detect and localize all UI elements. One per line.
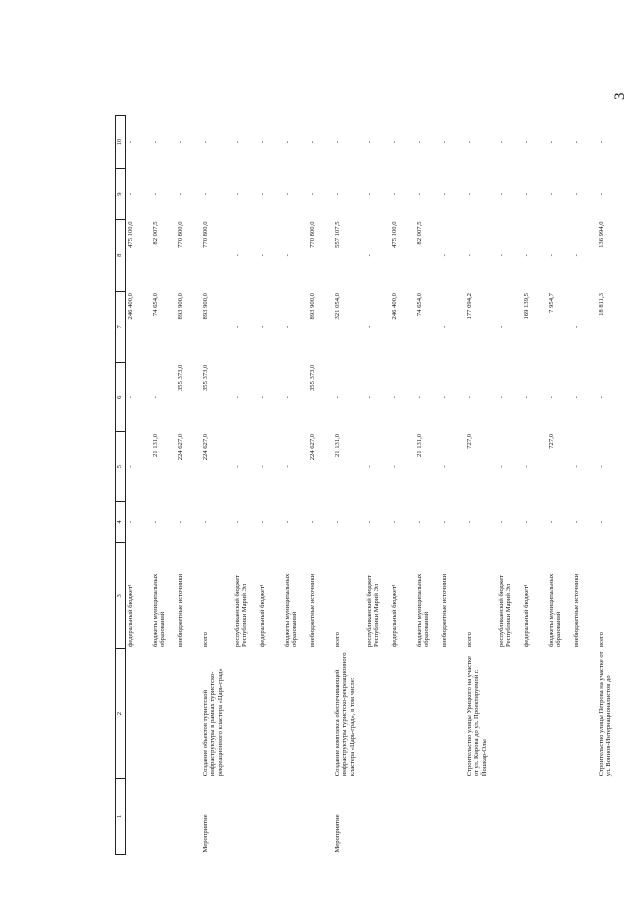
col8-value-cell: 82 007,5: [151, 221, 159, 245]
col9-value-cell: -: [176, 192, 184, 196]
col5-value-cell: -: [127, 465, 134, 468]
funding-source-cell: внебюджетные источники: [440, 573, 448, 647]
col9-value-cell: -: [390, 192, 398, 196]
col6-value-cell: -: [415, 396, 423, 399]
col9-value-cell: -: [233, 192, 241, 196]
col4-value-cell: -: [233, 520, 241, 524]
col5-value-cell: 21 131,0: [333, 433, 341, 457]
col8-value-cell: 770 800,0: [308, 221, 316, 248]
col10-value-cell: -: [258, 141, 266, 144]
funding-source-cell: всего: [597, 632, 605, 647]
col7-value-cell: -: [440, 325, 448, 328]
col6-value-cell: -: [283, 396, 291, 399]
col9-value-cell: -: [547, 192, 555, 196]
description-cell: Создание объектов туристской инфраструктуры в рамках туристско-рекреационного кластера «Царь-град»: [201, 668, 224, 777]
row-type-cell: [465, 778, 497, 854]
col10-value-cell: -: [308, 141, 316, 144]
funding-source-cell: бюджеты муниципальных образований: [151, 573, 167, 647]
row-type-cell: [415, 778, 440, 854]
col10-value-cell: -: [440, 141, 448, 144]
funding-source-cell: бюджеты муниципальных образований: [283, 573, 299, 647]
col9-value-cell: -: [597, 192, 605, 196]
col4-value-cell: -: [465, 520, 473, 524]
column-header: 2: [116, 649, 126, 778]
table-row: [497, 116, 522, 855]
col7-value-cell: -: [572, 325, 580, 328]
table-row: [572, 116, 597, 855]
table-row: [176, 116, 201, 855]
col7-value-cell: 177 094,2: [465, 293, 473, 320]
col7-value-cell: 169 139,5: [522, 293, 530, 320]
col4-value-cell: -: [390, 520, 398, 524]
col4-value-cell: -: [415, 520, 423, 524]
row-type-cell: [176, 778, 201, 854]
funding-source-cell: внебюджетные источники: [176, 573, 184, 647]
table-row: [522, 116, 547, 855]
col4-value-cell: -: [333, 520, 341, 524]
table-row: [390, 116, 415, 855]
description-cell: [365, 649, 390, 778]
col8-value-cell: 82 007,5: [415, 221, 423, 245]
funding-source-cell: всего: [333, 632, 341, 647]
col4-value-cell: -: [258, 520, 266, 524]
description-cell: [126, 649, 151, 778]
col4-value-cell: -: [365, 520, 373, 524]
col6-value-cell: -: [365, 396, 373, 399]
funding-source-cell: республиканский бюджет Республики Марий Эл: [233, 574, 249, 647]
col4-value-cell: -: [127, 520, 134, 524]
table-row: [258, 116, 283, 855]
col5-value-cell: -: [233, 465, 241, 468]
col8-value-cell: -: [572, 254, 580, 257]
description-cell: Строительство улицы Петрова на участке от ул. Воинов-Интернационалистов до: [597, 651, 613, 777]
col10-value-cell: -: [365, 141, 373, 144]
row-type-cell: [365, 778, 390, 854]
col6-value-cell: -: [127, 396, 134, 399]
row-type-cell: [497, 778, 522, 854]
col4-value-cell: -: [522, 520, 530, 524]
col8-value-cell: -: [522, 254, 530, 257]
rotated-table-container: [115, 115, 613, 855]
row-type-cell: [258, 778, 283, 854]
col4-value-cell: -: [201, 520, 209, 524]
col9-value-cell: -: [127, 192, 134, 196]
col6-value-cell: -: [333, 396, 341, 399]
col8-value-cell: -: [365, 254, 373, 257]
col7-value-cell: 893 900,0: [176, 293, 184, 320]
col10-value-cell: -: [127, 141, 134, 144]
col6-value-cell: 355 373,0: [201, 364, 209, 392]
row-type-cell: [233, 778, 258, 854]
col9-value-cell: -: [522, 192, 530, 196]
description-cell: [308, 649, 333, 778]
description-cell: Создание комплекса обеспечивающей инфраструктуры туристско-рекреационного кластера «Царь-град», в том числе:: [333, 652, 356, 777]
col6-value-cell: -: [547, 396, 555, 399]
col7-value-cell: 74 654,0: [151, 293, 159, 317]
col8-value-cell: 475 100,0: [390, 221, 398, 248]
col5-value-cell: 224 627,0: [201, 433, 209, 461]
table-header-row: [116, 116, 126, 855]
description-cell: [283, 649, 308, 778]
col7-value-cell: -: [497, 325, 505, 328]
col10-value-cell: -: [497, 141, 505, 144]
table-row: [126, 116, 151, 855]
col10-value-cell: -: [572, 141, 580, 144]
row-type-cell: Мероприятие: [201, 814, 209, 853]
table-row: [201, 116, 233, 855]
description-cell: [390, 649, 415, 778]
col6-value-cell: -: [597, 396, 605, 399]
col4-value-cell: -: [308, 520, 316, 524]
col6-value-cell: -: [440, 396, 448, 399]
col7-value-cell: 74 654,0: [415, 293, 423, 317]
column-header: 9: [116, 169, 126, 220]
funding-source-cell: республиканский бюджет Республики Марий Эл: [497, 574, 513, 647]
row-type-cell: [597, 778, 629, 854]
col7-value-cell: 246 400,0: [127, 293, 134, 320]
col5-value-cell: 727,0: [465, 433, 473, 449]
row-type-cell: [283, 778, 308, 854]
col8-value-cell: 770 800,0: [176, 221, 184, 248]
table-row: [333, 116, 365, 855]
col5-value-cell: -: [497, 465, 505, 468]
row-type-cell: [308, 778, 333, 854]
table-row: [597, 116, 629, 855]
col8-value-cell: -: [547, 254, 555, 257]
col9-value-cell: -: [333, 192, 341, 196]
col4-value-cell: -: [547, 520, 555, 524]
description-cell: [233, 649, 258, 778]
funding-source-cell: всего: [465, 632, 473, 647]
col5-value-cell: 727,0: [547, 433, 555, 449]
col5-value-cell: -: [390, 465, 398, 468]
table-row: [151, 116, 176, 855]
col7-value-cell: -: [258, 325, 266, 328]
col10-value-cell: -: [597, 141, 605, 144]
column-header: 5: [116, 432, 126, 501]
row-type-cell: [572, 778, 597, 854]
table-row: [547, 116, 572, 855]
col5-value-cell: -: [440, 465, 448, 468]
col9-value-cell: -: [572, 192, 580, 196]
col7-value-cell: 321 054,0: [333, 293, 341, 320]
col7-value-cell: 18 811,3: [597, 293, 605, 316]
row-type-cell: Мероприятие: [333, 814, 341, 853]
col5-value-cell: 224 627,0: [176, 433, 184, 461]
col7-value-cell: -: [283, 325, 291, 328]
description-cell: [522, 649, 547, 778]
description-cell: [572, 649, 597, 778]
col8-value-cell: -: [440, 254, 448, 257]
col6-value-cell: -: [497, 396, 505, 399]
col10-value-cell: -: [283, 141, 291, 144]
description-cell: [497, 649, 522, 778]
col10-value-cell: -: [201, 141, 209, 144]
col9-value-cell: -: [365, 192, 373, 196]
description-cell: [547, 649, 572, 778]
col9-value-cell: -: [497, 192, 505, 196]
description-cell: [415, 649, 440, 778]
funding-source-cell: бюджеты муниципальных образований: [547, 573, 563, 647]
col5-value-cell: 21 131,0: [151, 433, 159, 457]
col6-value-cell: -: [465, 396, 473, 399]
column-header: 3: [116, 543, 126, 649]
column-header: 1: [116, 778, 126, 854]
col8-value-cell: -: [497, 254, 505, 257]
col9-value-cell: -: [151, 192, 159, 196]
col7-value-cell: -: [233, 325, 241, 328]
col5-value-cell: -: [365, 465, 373, 468]
table-row: [233, 116, 258, 855]
col4-value-cell: -: [497, 520, 505, 524]
funding-source-cell: внебюджетные источники: [308, 573, 316, 647]
column-header: 8: [116, 219, 126, 291]
col10-value-cell: -: [415, 141, 423, 144]
col5-value-cell: 224 627,0: [308, 433, 316, 461]
funding-source-cell: бюджеты муниципальных образований: [415, 573, 431, 647]
col7-value-cell: 7 954,7: [547, 293, 555, 313]
col9-value-cell: -: [283, 192, 291, 196]
column-header: 10: [116, 116, 126, 169]
funding-source-cell: федеральный бюджет¹: [522, 584, 530, 647]
col4-value-cell: -: [176, 520, 184, 524]
table-row: [415, 116, 440, 855]
funding-source-cell: всего: [201, 632, 209, 647]
col7-value-cell: 893 900,0: [308, 293, 316, 320]
table-row: [283, 116, 308, 855]
col5-value-cell: -: [283, 465, 291, 468]
col6-value-cell: -: [151, 396, 159, 399]
col7-value-cell: -: [365, 325, 373, 328]
col5-value-cell: 21 131,0: [415, 433, 423, 457]
table-row: [365, 116, 390, 855]
col8-value-cell: -: [233, 254, 241, 257]
col8-value-cell: 136 994,0: [597, 221, 605, 248]
funding-source-cell: федеральный бюджет¹: [258, 584, 266, 647]
col9-value-cell: -: [440, 192, 448, 196]
row-type-cell: [126, 778, 151, 854]
row-type-cell: [547, 778, 572, 854]
col6-value-cell: 355 373,0: [308, 364, 316, 392]
row-type-cell: [390, 778, 415, 854]
description-cell: [258, 649, 283, 778]
col8-value-cell: 770 800,0: [201, 221, 209, 248]
col9-value-cell: -: [465, 192, 473, 196]
col6-value-cell: -: [572, 396, 580, 399]
col5-value-cell: -: [522, 465, 530, 468]
col8-value-cell: -: [258, 254, 266, 257]
col4-value-cell: -: [151, 520, 159, 524]
funding-source-cell: федеральный бюджет¹: [390, 584, 398, 647]
col10-value-cell: -: [233, 141, 241, 144]
row-type-cell: [151, 778, 176, 854]
col9-value-cell: -: [201, 192, 209, 196]
column-header: 4: [116, 501, 126, 543]
funding-source-cell: внебюджетные источники: [572, 573, 580, 647]
col10-value-cell: -: [176, 141, 184, 144]
col5-value-cell: -: [572, 465, 580, 468]
column-header: 7: [116, 291, 126, 363]
col4-value-cell: -: [440, 520, 448, 524]
col6-value-cell: -: [233, 396, 241, 399]
col6-value-cell: 355 373,0: [176, 364, 184, 392]
table-row: [308, 116, 333, 855]
col8-value-cell: 557 107,5: [333, 221, 341, 248]
col4-value-cell: -: [572, 520, 580, 524]
col10-value-cell: -: [547, 141, 555, 144]
col4-value-cell: -: [597, 520, 605, 524]
col8-value-cell: -: [283, 254, 291, 257]
col8-value-cell: -: [465, 254, 473, 257]
col9-value-cell: -: [415, 192, 423, 196]
col5-value-cell: -: [597, 465, 605, 468]
col7-value-cell: 246 400,0: [390, 293, 398, 320]
funding-source-cell: республиканский бюджет Республики Марий Эл: [365, 574, 381, 647]
col5-value-cell: -: [258, 465, 266, 468]
col6-value-cell: -: [390, 396, 398, 399]
description-cell: [440, 649, 465, 778]
row-type-cell: [440, 778, 465, 854]
col10-value-cell: -: [151, 141, 159, 144]
column-header: 6: [116, 363, 126, 432]
table-row: [465, 116, 497, 855]
funding-source-cell: федеральный бюджет¹: [127, 584, 134, 647]
col7-value-cell: 893 900,0: [201, 293, 209, 320]
col4-value-cell: -: [283, 520, 291, 524]
col9-value-cell: -: [308, 192, 316, 196]
col8-value-cell: 475 100,0: [127, 221, 134, 248]
table-row: [440, 116, 465, 855]
description-cell: [176, 649, 201, 778]
col9-value-cell: -: [258, 192, 266, 196]
col10-value-cell: -: [390, 141, 398, 144]
description-cell: [151, 649, 176, 778]
description-cell: Строительство улицы Урицкого на участке от ул. Кирова до ул. Проектируемой г. Йошкар-Олы: [465, 656, 488, 777]
col6-value-cell: -: [522, 396, 530, 399]
table-body: [126, 116, 629, 855]
col10-value-cell: -: [333, 141, 341, 144]
col10-value-cell: -: [522, 141, 530, 144]
page-number: 3: [612, 92, 628, 100]
col10-value-cell: -: [465, 141, 473, 144]
col6-value-cell: -: [258, 396, 266, 399]
budget-table: [115, 115, 629, 855]
row-type-cell: [522, 778, 547, 854]
